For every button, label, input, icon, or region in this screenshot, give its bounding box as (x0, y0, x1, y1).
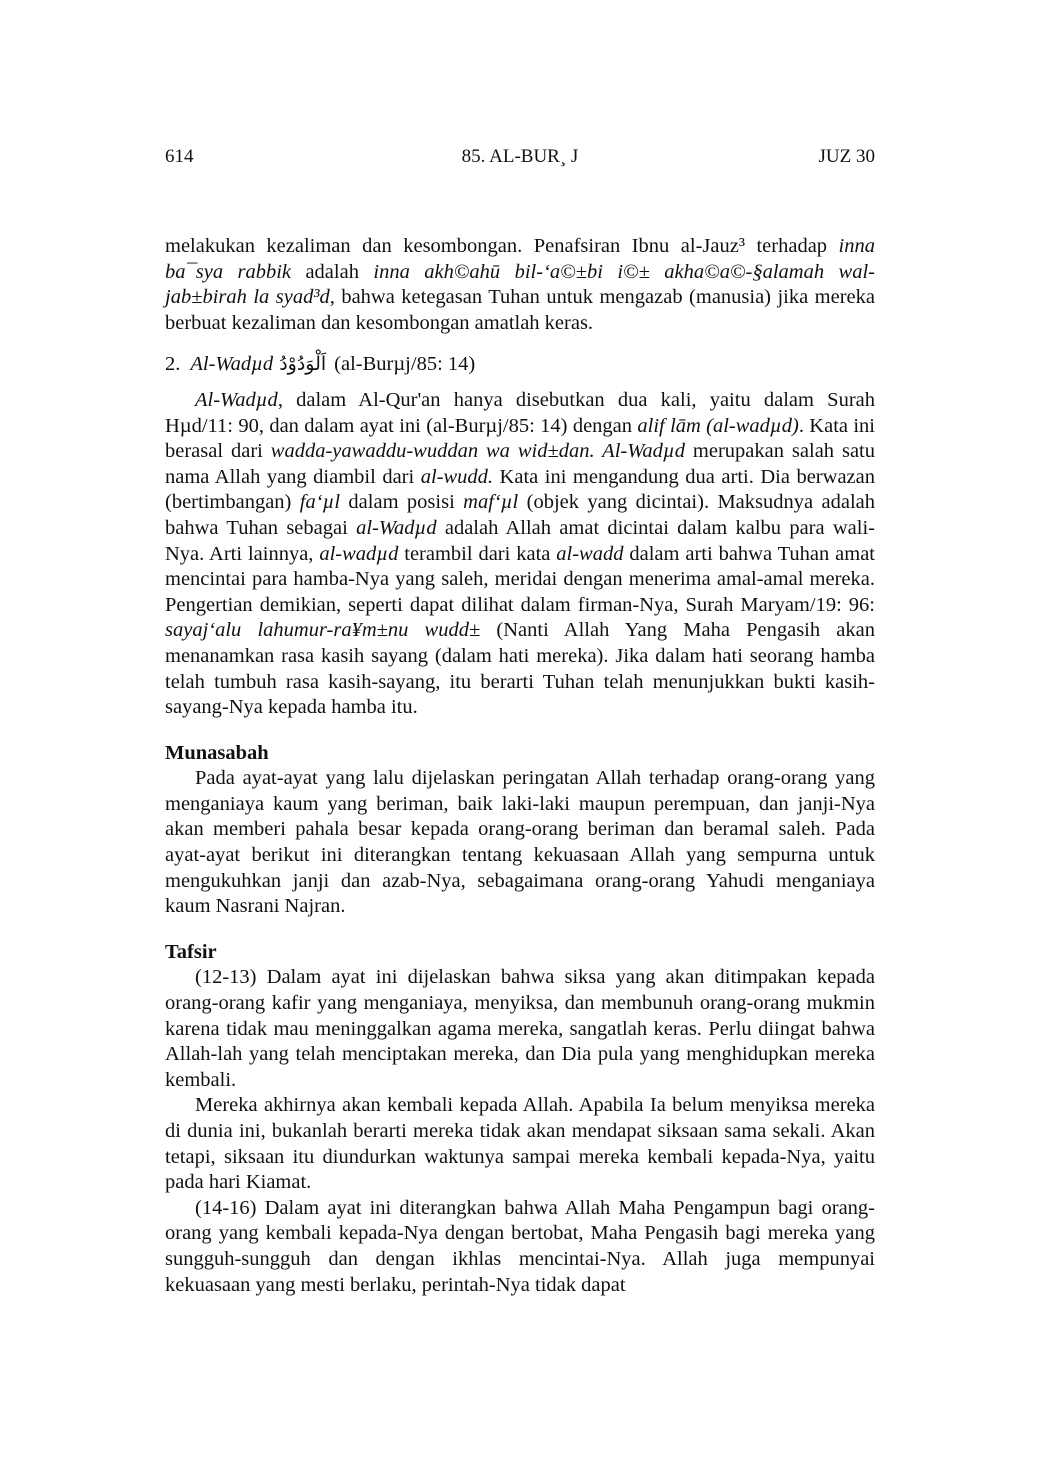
verse-reference: (al-Burµj/85: 14) (334, 353, 476, 376)
arabic-term: اَلْوَدُوْدُ (279, 353, 327, 376)
paragraph-tafsir-3: (14-16) Dalam ayat ini diterangkan bahwa Allah Maha Pengampun bagi orang-orang yang kembali kepada-Nya dengan bertobat, Maha Pengasih bagi mereka yang sungguh-sungguh dan dengan ikhlas mencintai-Nya. Allah juga mempunyai kekuasaan yang mesti berlaku, perintah-Nya tidak dapat (165, 1196, 875, 1296)
paragraph-intro (165, 234, 875, 336)
transliteration: sayaj‘alu lahumur-ra¥m±nu wudd± (165, 619, 481, 642)
section-heading-tafsir: Tafsir (165, 940, 217, 963)
running-header (165, 146, 875, 172)
text-run: terambil dari kata (398, 542, 557, 565)
heading-number: 2. (165, 353, 181, 376)
text-run: melakukan kezaliman dan kesombongan. Penafsiran Ibnu al-Jauz³ terhadap (165, 235, 839, 257)
text-run: , dalam Al-Qur'an hanya disebutkan dua kali, yaitu dalam Surah Hµd/11: 90, dan dalam ayat ini (al-Burµj/85: 14) dengan (165, 388, 875, 437)
text-run: (objek yang dicintai). Maksudnya adalah bahwa Tuhan sebagai (165, 491, 875, 539)
text-run: merupakan salah satu nama Allah yang diambil dari (165, 440, 876, 488)
chapter-title: 85. AL-BUR¸ J (461, 146, 579, 167)
text-run: . Kata ini berasal dari (165, 414, 875, 463)
heading-term: Al-Wadµd (190, 353, 274, 376)
lexical-heading (165, 352, 875, 378)
transliteration: wadda-yawaddu-wuddan wa wid±dan. Al-Wadµd (270, 440, 685, 463)
transliteration: Al-Wadµd (195, 388, 278, 411)
transliteration: inna ba¯sya rabbik (165, 235, 875, 283)
text-run: , bahwa ketegasan Tuhan untuk mengazab (manusia) jika mereka berbuat kezaliman dan kesombongan amatlah keras. (165, 286, 876, 334)
transliteration: maf‘µl (463, 491, 519, 514)
text-run: dalam arti bahwa Tuhan amat mencintai para hamba-Nya yang saleh, meridai dengan menerima amal-amal mereka. Pengertian demikian, seperti dapat dilihat dalam firman-Nya, Surah Maryam/19: 96: (165, 542, 876, 616)
text-run: (Nanti Allah Yang Maha Pengasih akan menanamkan rasa kasih sayang (dalam hati mereka). Jika dalam hati seorang hamba telah tumbuh rasa kasih-sayang, itu berarti Tuhan telah menunjukkan bukti kasih-sayang-Nya kepada hamba itu. (165, 619, 875, 719)
text-run: adalah (291, 260, 374, 283)
text-run: adalah Allah amat dicintai dalam kalbu para wali-Nya. Arti lainnya, (165, 516, 875, 565)
paragraph-al-wadud (165, 388, 875, 721)
text-run: dalam posisi (340, 491, 464, 514)
paragraph-tafsir-2: Mereka akhirnya akan kembali kepada Allah. Apabila Ia belum menyiksa mereka di dunia ini, bukanlah berarti mereka tidak akan mendapat siksaan sama sekali. Akan tetapi, siksaan itu diundurkan waktunya sampai mereka kembali kepada-Nya, yaitu pada hari Kiamat. (165, 1094, 875, 1194)
transliteration: al-wudd. (420, 465, 494, 488)
paragraph-munasabah: Pada ayat-ayat yang lalu dijelaskan peringatan Allah terhadap orang-orang yang menganiaya kaum yang beriman, baik laki-laki maupun perempuan, dan janji-Nya akan memberi pahala besar kepada orang-orang beriman dan beramal saleh. Pada ayat-ayat berikut ini diterangkan tentang kekuasaan Allah yang sempurna untuk mengukuhkan janji dan azab-Nya, sebagaimana orang-orang Yahudi menganiaya kaum Nasrani Najran. (165, 767, 875, 918)
transliteration: al-wadµd (319, 542, 399, 565)
text-run: Kata ini mengandung dua arti. Dia berwazan (bertimbangan) (165, 465, 875, 514)
page-number: 614 (165, 146, 194, 167)
section-heading-munasabah: Munasabah (165, 741, 269, 764)
juz-label: JUZ 30 (818, 146, 875, 167)
transliteration: alif lām (al-wadµd) (637, 414, 799, 437)
transliteration: al-Wadµd (356, 516, 437, 539)
transliteration: al-wadd (556, 542, 624, 565)
page-body (165, 234, 875, 1298)
paragraph-tafsir-1: (12-13) Dalam ayat ini dijelaskan bahwa siksa yang akan ditimpakan kepada orang-orang kafir yang menganiaya, menyiksa, dan membunuh orang-orang mukmin karena tidak mau meninggalkan agama mereka, sangatlah keras. Perlu diingat bahwa Allah-lah yang telah menciptakan mereka, dan Dia pula yang menghidupkan mereka kembali. (165, 966, 875, 1091)
transliteration: inna akh©ahū bil-‘a©±bi i©± akha©a©-§alamah wal-jab±birah la syad³d (165, 260, 875, 309)
transliteration: fa‘µl (299, 491, 341, 514)
